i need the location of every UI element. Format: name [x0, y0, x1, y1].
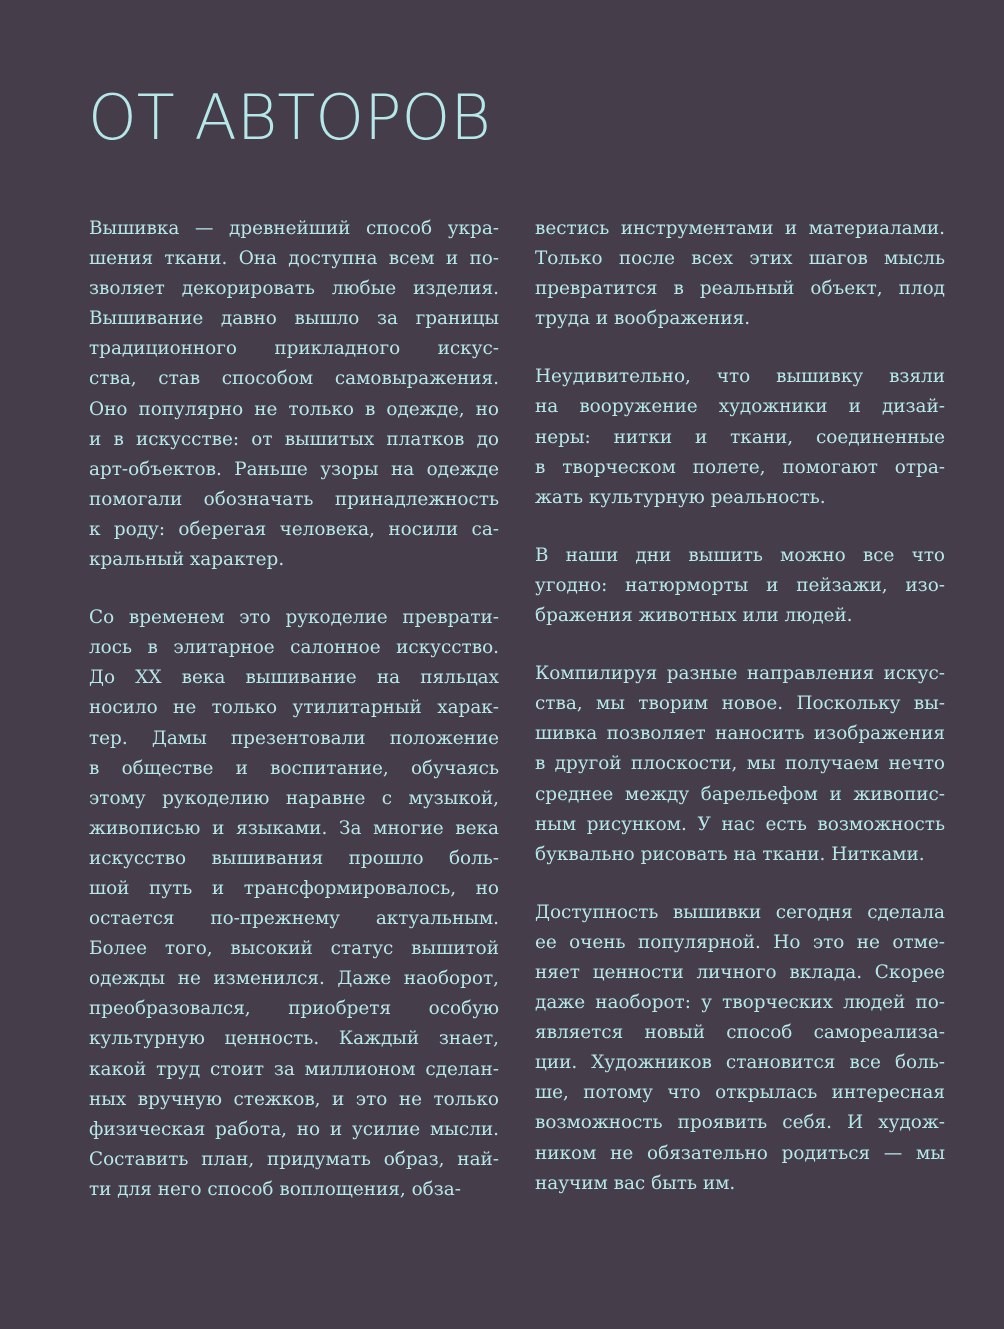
text-line: культурную ценность. Каждый знает, [89, 1028, 499, 1050]
text-line: возможность проявить себя. И худож- [535, 1112, 945, 1134]
text-line: лось в элитарное салонное искусство. [89, 637, 499, 659]
paragraph [89, 214, 499, 575]
paragraph [89, 603, 499, 1205]
text-line: ства, став способом самовыражения. [89, 368, 499, 390]
text-line: зволяет декорировать любые изделия. [89, 278, 499, 300]
text-line: вестись инструментами и материалами. [535, 218, 945, 239]
text-line: живописью и языками. За многие века [89, 817, 499, 839]
text-line: Со временем это рукоделие преврати- [89, 607, 499, 629]
text-line: Компилируя разные направления искус- [535, 663, 945, 685]
text-line: буквально рисовать на ткани. Нитками. [535, 843, 925, 865]
text-line: Более того, высокий статус вышитой [89, 938, 499, 960]
text-line: жать культурную реальность. [535, 486, 826, 508]
text-line: ти для него способ воплощения, обза- [89, 1178, 461, 1200]
text-line: среднее между барельефом и живопис- [535, 783, 945, 805]
text-line: Оно популярно не только в одежде, но [89, 398, 499, 420]
text-line: в обществе и воспитание, обучаясь [89, 757, 499, 779]
text-line: ных вручную стежков, и это не только [89, 1088, 499, 1110]
text-line: тер. Дамы презентовали положение [89, 727, 499, 749]
text-line: шой путь и трансформировалось, но [89, 877, 499, 899]
text-line: помогали обозначать принадлежность [89, 488, 499, 510]
text-line: преобразовался, приобретя особую [89, 998, 499, 1020]
right-column [535, 214, 945, 1199]
paragraph-gap [89, 575, 499, 603]
text-line: этому рукоделию наравне с музыкой, [89, 787, 499, 809]
text-line: искусство вышивания прошло боль- [89, 847, 499, 869]
text-line: Только после всех этих шагов мысль [535, 248, 945, 270]
text-line: ше, потому что открылась интересная [535, 1082, 945, 1104]
text-line: арт-объектов. Раньше узоры на одежде [89, 458, 499, 480]
text-line: ства, мы творим новое. Поскольку вы- [535, 693, 945, 715]
left-column [89, 214, 499, 1205]
text-line: няет ценности личного вклада. Скорее [535, 961, 945, 983]
text-line: научим вас быть им. [535, 1172, 736, 1194]
text-line: ции. Художников становится все боль- [535, 1052, 945, 1074]
text-line: в другой плоскости, мы получаем нечто [535, 753, 945, 775]
text-line: В наши дни вышить можно все что [535, 544, 945, 566]
paragraph [535, 659, 945, 870]
text-line: неры: нитки и ткани, соединенные [535, 426, 945, 448]
page-title: ОТ АВТОРОВ [88, 81, 491, 154]
text-line: бражения животных или людей. [535, 605, 853, 627]
text-line: шения ткани. Она доступна всем и по- [89, 248, 499, 270]
text-line: Неудивительно, что вышивку взяли [535, 366, 945, 388]
paragraph-gap [535, 513, 945, 541]
text-line: труда и воображения. [535, 308, 751, 330]
text-line: Вышивание давно вышло за границы [89, 308, 499, 330]
text-line: к роду: оберегая человека, носили са- [89, 518, 499, 540]
text-line: и в искусстве: от вышитых платков до [89, 428, 499, 450]
text-line: какой труд стоит за миллионом сделан- [89, 1058, 499, 1080]
text-line: в творческом полете, помогают отра- [535, 456, 945, 478]
text-line: ным рисунком. У нас есть возможность [535, 813, 945, 835]
paragraph [535, 214, 945, 334]
text-line: Вышивка — древнейший способ укра- [89, 218, 499, 239]
text-line: носило не только утилитарный харак- [89, 697, 499, 719]
text-line: превратится в реальный объект, плод [535, 278, 945, 300]
text-line: угодно: натюрморты и пейзажи, изо- [535, 574, 945, 596]
text-line: остается по-прежнему актуальным. [89, 908, 499, 930]
text-line: ее очень популярной. Но это не отме- [535, 931, 945, 953]
text-line: одежды не изменился. Даже наоборот, [89, 968, 499, 990]
text-line: на вооружение художники и дизай- [535, 396, 945, 418]
text-line: До XX века вышивание на пяльцах [89, 667, 499, 689]
paragraph-gap [535, 870, 945, 898]
text-line: Доступность вышивки сегодня сделала [535, 901, 945, 923]
paragraph-gap [535, 334, 945, 362]
text-line: ником не обязательно родиться — мы [535, 1142, 945, 1164]
paragraph-gap [535, 631, 945, 659]
paragraph [535, 362, 945, 512]
text-line: кральный характер. [89, 549, 285, 571]
paragraph [535, 541, 945, 631]
text-line: даже наоборот: у творческих людей по- [535, 992, 945, 1014]
text-line: является новый способ самореализа- [535, 1022, 945, 1044]
text-line: физическая работа, но и усилие мысли. [89, 1118, 499, 1140]
text-line: традиционного прикладного искус- [89, 338, 499, 360]
text-line: шивка позволяет наносить изображения [535, 723, 945, 745]
text-line: Составить план, придумать образ, най- [89, 1148, 499, 1170]
paragraph [535, 898, 945, 1199]
